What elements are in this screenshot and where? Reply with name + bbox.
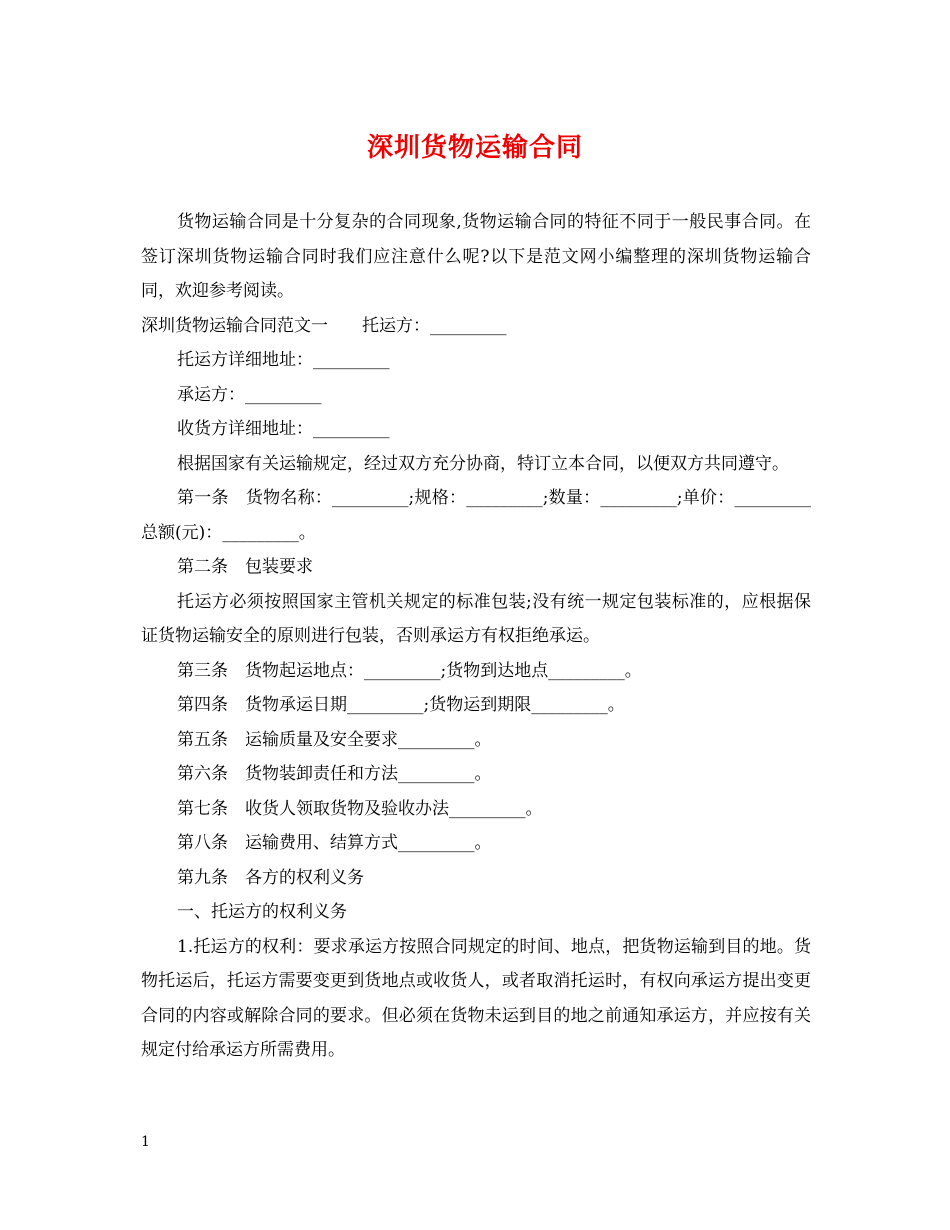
article-2-content: 托运方必须按照国家主管机关规定的标准包装;没有统一规定包装标准的，应根据保证货物运输安全的原则进行包装，否则承运方有权拒绝承运。 (141, 591, 811, 646)
paragraph-intro: 货物运输合同是十分复杂的合同现象,货物运输合同的特征不同于一般民事合同。在签订深圳货物运输合同时我们应注意什么呢?以下是范文网小编整理的深圳货物运输合同，欢迎参考阅读。 (141, 212, 811, 301)
paragraph-shipper-address: 托运方详细地址：_________ (177, 350, 390, 370)
article-6: 第六条 货物装卸责任和方法_________。 (177, 764, 492, 784)
shipper-rights-content: 1.托运方的权利：要求承运方按照合同规定的时间、地点，把货物运输到目的地。货物托运后，托运方需要变更到货地点或收货人，或者取消托运时，有权向承运方提出变更合同的内容或解除合同的要求。但必须在货物未运到目的地之前通知承运方，并应按有关规定付给承运方所需费用。 (141, 936, 811, 1060)
article-7: 第七条 收货人领取货物及验收办法_________。 (177, 798, 543, 819)
paragraph-carrier: 承运方：_________ (177, 384, 322, 405)
article-1: 第一条 货物名称：_________;规格：_________;数量：_________;单价：_________总额(元)：_________。 (141, 488, 811, 543)
article-3: 第三条 货物起运地点：_________;货物到达地点_________。 (177, 660, 642, 681)
article-8: 第八条 运输费用、结算方式_________。 (177, 833, 492, 853)
paragraph-preamble: 根据国家有关运输规定，经过双方充分协商，特订立本合同，以便双方共同遵守。 (177, 453, 789, 474)
page-number: 1 (141, 1134, 150, 1150)
document-body (141, 205, 811, 1068)
article-5: 第五条 运输质量及安全要求_________。 (177, 729, 492, 750)
article-2: 第二条 包装要求 (177, 557, 313, 577)
section-shipper-rights: 一、托运方的权利义务 (177, 902, 347, 922)
paragraph-sample-heading: 深圳货物运输合同范文一 托运方：_________ (141, 315, 507, 336)
paragraph-consignee-address: 收货方详细地址：_________ (177, 419, 390, 439)
article-4: 第四条 货物承运日期_________;货物运到期限_________。 (177, 695, 625, 715)
document-title: 深圳货物运输合同 (366, 133, 583, 163)
article-9: 第九条 各方的权利义务 (177, 867, 364, 888)
